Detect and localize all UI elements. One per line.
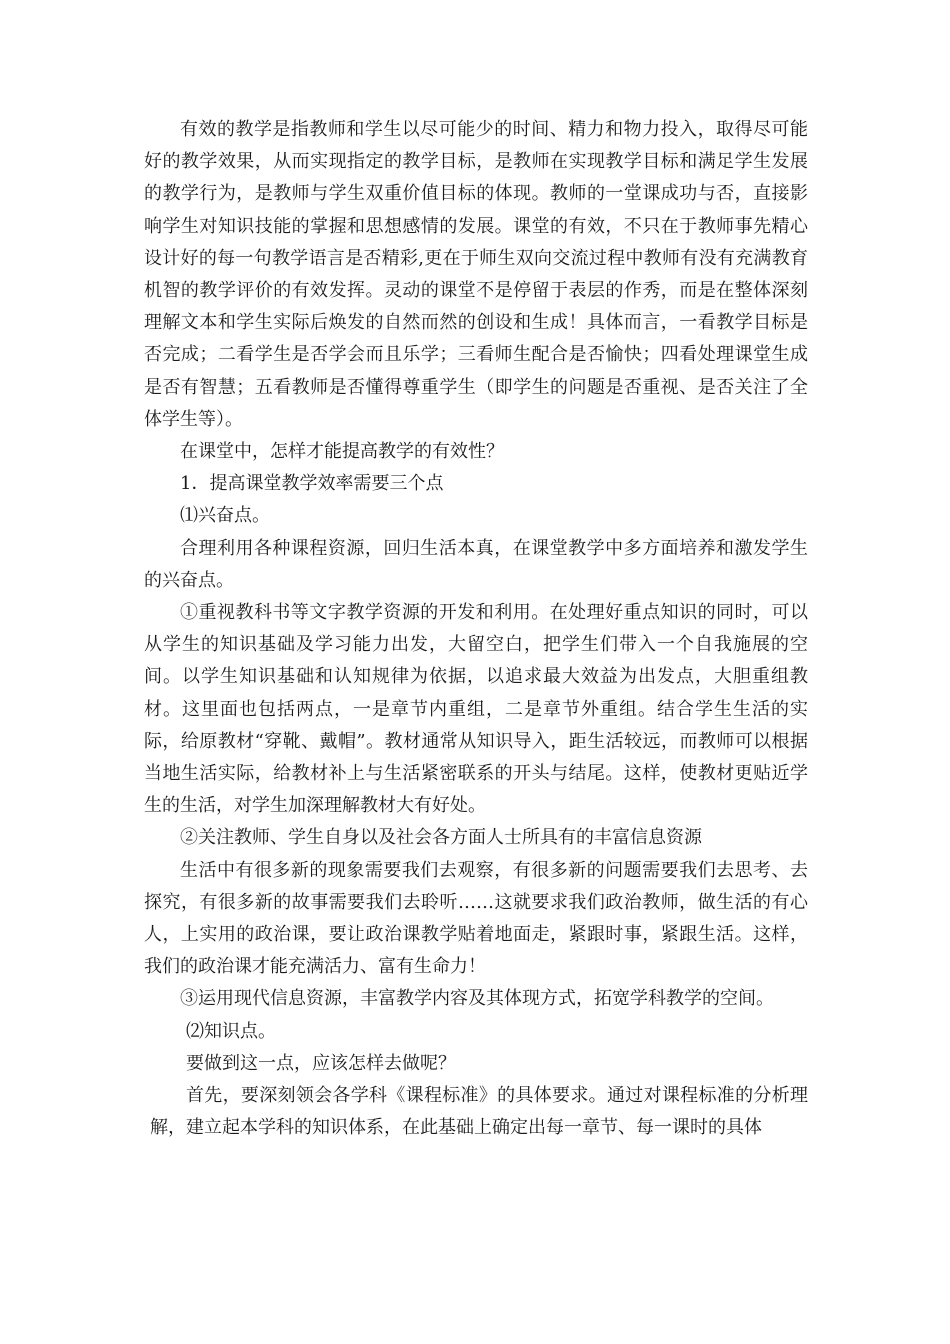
document-body (144, 114, 808, 1145)
subheading-knowledge-point: ⑵知识点。 (186, 1020, 276, 1042)
paragraph-modern-resources: ③运用现代信息资源，丰富教学内容及其体现方式，拓宽学科教学的空间。 (180, 988, 774, 1010)
paragraph-question: 在课堂中，怎样才能提高教学的有效性？ (180, 441, 504, 463)
paragraph-how-to-do: 要做到这一点，应该怎样去做呢？ (186, 1052, 456, 1074)
subheading-excitement-point: ⑴兴奋点。 (180, 505, 270, 527)
heading-three-points: 1．提高课堂教学效率需要三个点 (180, 473, 444, 495)
paragraph-textbook-resources: ①重视教科书等文字教学资源的开发和利用。在处理好重点知识的同时，可以从学生的知识基础及学习能力出发，大留空白，把学生们带入一个自我施展的空间。以学生知识基础和认知规律为依据，以追求最大效益为出发点，大胆重组教材。这里面也包括两点，一是章节内重组，二是章节外重组。结合学生生活的实际，给原教材“穿靴、戴帽”。教材通常从知识导入，距生活较远，而教师可以根据当地生活实际，给教材补上与生活紧密联系的开头与结尾。这样，使教材更贴近学生的生活，对学生加深理解教材大有好处。 (144, 602, 808, 817)
paragraph-information-resources: ②关注教师、学生自身以及社会各方面人士所具有的丰富信息资源 (180, 827, 702, 849)
paragraph-curriculum-resources: 合理利用各种课程资源，回归生活本真，在课堂教学中多方面培养和激发学生的兴奋点。 (144, 537, 808, 591)
paragraph-effective-teaching-definition: 有效的教学是指教师和学生以尽可能少的时间、精力和物力投入，取得尽可能好的教学效果，从而实现指定的教学目标，是教师在实现教学目标和满足学生发展的教学行为，是教师与学生双重价值目标的体现。教师的一堂课成功与否，直接影响学生对知识技能的掌握和思想感情的发展。课堂的有效，不只在于教师事先精心设计好的每一句教学语言是否精彩,更在于师生双向交流过程中教师有没有充满教育机智的教学评价的有效发挥。灵动的课堂不是停留于表层的作秀，而是在整体深刻理解文本和学生实际后焕发的自然而然的创设和生成！具体而言，一看教学目标是否完成；二看学生是否学会而且乐学；三看师生配合是否愉快；四看处理课堂生成是否有智慧；五看教师是否懂得尊重学生（即学生的问题是否重视、是否关注了全体学生等）。 (144, 119, 808, 430)
paragraph-curriculum-standards: 首先，要深刻领会各学科《课程标准》的具体要求。通过对课程标准的分析理解，建立起本学科的知识体系，在此基础上确定出每一章节、每一课时的具体 (150, 1085, 808, 1139)
paragraph-life-observation: 生活中有很多新的现象需要我们去观察，有很多新的问题需要我们去思考、去探究，有很多新的故事需要我们去聆听……这就要求我们政治教师，做生活的有心人，上实用的政治课，要让政治课教学贴着地面走，紧跟时事，紧跟生活。这样，我们的政治课才能充满活力、富有生命力！ (144, 859, 808, 978)
